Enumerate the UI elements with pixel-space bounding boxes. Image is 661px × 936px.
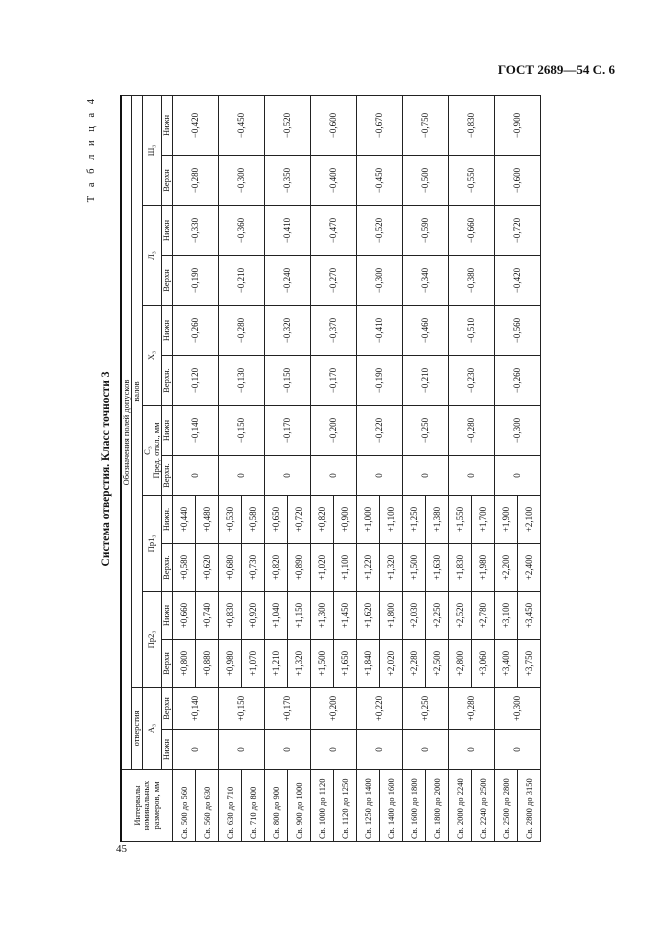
sh3-upper-cell: −0,350: [264, 156, 310, 206]
pr1-upper-cell: +2,400: [517, 544, 540, 592]
pr2-upper-cell: +0,880: [195, 640, 218, 688]
x3-upper-cell: −0,260: [494, 356, 540, 406]
interval-cell: Св. 1600 до 1800: [402, 770, 425, 842]
pr1-lower-cell: +0,900: [333, 496, 356, 544]
pr1-upper-cell: +1,630: [425, 544, 448, 592]
sh3-upper-cell: −0,400: [310, 156, 356, 206]
sub-header: Нижн: [162, 592, 172, 640]
a3-lower-cell: 0: [402, 730, 448, 770]
sub-header: Верхн: [162, 688, 172, 730]
a3-upper-cell: +0,250: [402, 688, 448, 730]
pr1-lower-cell: +2,100: [517, 496, 540, 544]
sub-header: Нижн: [162, 95, 172, 155]
c3-lower-cell: −0,140: [172, 406, 218, 456]
pr2-upper-cell: +1,650: [333, 640, 356, 688]
c3-lower-cell: −0,220: [356, 406, 402, 456]
interval-cell: Св. 2500 до 2800: [494, 770, 517, 842]
l3-upper-cell: −0,380: [448, 256, 494, 306]
c3-upper-cell: 0: [402, 456, 448, 496]
pr1-upper-cell: +1,220: [356, 544, 379, 592]
field-c3: [142, 406, 162, 496]
sub-header: Нижн.: [162, 496, 172, 544]
sh3-lower-cell: −0,450: [218, 95, 264, 155]
pr1-lower-cell: +0,480: [195, 496, 218, 544]
a3-upper-cell: +0,280: [448, 688, 494, 730]
table-row: [448, 95, 471, 841]
sh3-lower-cell: −0,420: [172, 95, 218, 155]
x3-lower-cell: −0,280: [218, 306, 264, 356]
pr2-upper-cell: +1,500: [310, 640, 333, 688]
sub-header: Верхн.: [162, 456, 172, 496]
a3-upper-cell: +0,220: [356, 688, 402, 730]
limit-deviations-label: Пред. откл., мм: [151, 422, 162, 479]
x3-lower-cell: −0,370: [310, 306, 356, 356]
c3-lower-cell: −0,250: [402, 406, 448, 456]
c3-lower-cell: −0,200: [310, 406, 356, 456]
interval-cell: Св. 900 до 1000: [287, 770, 310, 842]
l3-lower-cell: −0,470: [310, 206, 356, 256]
pr2-upper-cell: +3,060: [471, 640, 494, 688]
table-title: Система отверстия. Класс точности 3: [100, 371, 112, 567]
field-l3: Л₃: [142, 206, 162, 306]
pr2-upper-cell: +3,400: [494, 640, 517, 688]
l3-lower-cell: −0,330: [172, 206, 218, 256]
a3-lower-cell: 0: [494, 730, 540, 770]
field-a3: А₃: [142, 688, 162, 770]
a3-upper-cell: +0,200: [310, 688, 356, 730]
a3-lower-cell: 0: [264, 730, 310, 770]
c3-lower-cell: −0,300: [494, 406, 540, 456]
c3-upper-cell: 0: [448, 456, 494, 496]
pr2-lower-cell: +1,040: [264, 592, 287, 640]
a3-lower-cell: 0: [172, 730, 218, 770]
l3-lower-cell: −0,720: [494, 206, 540, 256]
pr1-lower-cell: +0,580: [241, 496, 264, 544]
pr1-lower-cell: +0,650: [264, 496, 287, 544]
pr1-lower-cell: +1,380: [425, 496, 448, 544]
sub-header: Нижн: [162, 730, 172, 770]
pr1-upper-cell: +2,200: [494, 544, 517, 592]
table-row: [264, 95, 287, 841]
sub-header: Нижн: [162, 406, 172, 456]
c3-upper-cell: 0: [494, 456, 540, 496]
pr2-lower-cell: +3,450: [517, 592, 540, 640]
pr2-lower-cell: +2,520: [448, 592, 471, 640]
pr1-lower-cell: +0,530: [218, 496, 241, 544]
c3-lower-cell: −0,170: [264, 406, 310, 456]
table-body: [172, 95, 540, 841]
l3-lower-cell: −0,410: [264, 206, 310, 256]
table-row: [218, 95, 241, 841]
a3-lower-cell: 0: [448, 730, 494, 770]
pr2-upper-cell: +1,320: [287, 640, 310, 688]
c3-lower-cell: −0,150: [218, 406, 264, 456]
c3-upper-cell: 0: [172, 456, 218, 496]
sh3-upper-cell: −0,600: [494, 156, 540, 206]
interval-cell: Св. 630 до 710: [218, 770, 241, 842]
sh3-lower-cell: −0,830: [448, 95, 494, 155]
x3-upper-cell: −0,190: [356, 356, 402, 406]
tolerance-table: [120, 95, 541, 842]
sh3-lower-cell: −0,670: [356, 95, 402, 155]
pr1-lower-cell: +0,440: [172, 496, 195, 544]
l3-upper-cell: −0,210: [218, 256, 264, 306]
x3-lower-cell: −0,260: [172, 306, 218, 356]
interval-cell: Св. 710 до 800: [241, 770, 264, 842]
l3-lower-cell: −0,660: [448, 206, 494, 256]
x3-lower-cell: −0,320: [264, 306, 310, 356]
c3-upper-cell: 0: [218, 456, 264, 496]
sub-header: Верхн: [162, 640, 172, 688]
l3-upper-cell: −0,340: [402, 256, 448, 306]
c3-upper-cell: 0: [356, 456, 402, 496]
standard-header: ГОСТ 2689—54 С. 6: [497, 62, 615, 77]
pr2-lower-cell: +0,660: [172, 592, 195, 640]
interval-cell: Св. 1250 до 1400: [356, 770, 379, 842]
header-shafts: валов: [132, 95, 142, 687]
pr1-upper-cell: +0,730: [241, 544, 264, 592]
pr1-upper-cell: +1,830: [448, 544, 471, 592]
pr1-lower-cell: +1,000: [356, 496, 379, 544]
pr2-upper-cell: +1,840: [356, 640, 379, 688]
pr2-lower-cell: +2,250: [425, 592, 448, 640]
pr2-upper-cell: +3,750: [517, 640, 540, 688]
interval-cell: Св. 1400 до 1600: [379, 770, 402, 842]
sh3-upper-cell: −0,300: [218, 156, 264, 206]
a3-upper-cell: +0,140: [172, 688, 218, 730]
sub-header: Нижн: [162, 206, 172, 256]
l3-upper-cell: −0,190: [172, 256, 218, 306]
sh3-upper-cell: −0,550: [448, 156, 494, 206]
sh3-lower-cell: −0,520: [264, 95, 310, 155]
pr2-lower-cell: +0,830: [218, 592, 241, 640]
sub-header: Нижн: [162, 306, 172, 356]
sub-header: Верхн: [162, 156, 172, 206]
x3-lower-cell: −0,410: [356, 306, 402, 356]
pr2-lower-cell: +0,740: [195, 592, 218, 640]
pr2-upper-cell: +0,980: [218, 640, 241, 688]
pr1-lower-cell: +0,820: [310, 496, 333, 544]
pr2-lower-cell: +3,100: [494, 592, 517, 640]
a3-lower-cell: 0: [310, 730, 356, 770]
pr1-upper-cell: +1,020: [310, 544, 333, 592]
sub-header: Верхн: [162, 256, 172, 306]
pr2-lower-cell: +1,620: [356, 592, 379, 640]
header-hole: отверстия: [132, 688, 142, 770]
pr1-upper-cell: +0,890: [287, 544, 310, 592]
x3-upper-cell: −0,170: [310, 356, 356, 406]
field-pr1: Пр1₃: [142, 496, 162, 592]
l3-upper-cell: −0,420: [494, 256, 540, 306]
pr2-upper-cell: +1,070: [241, 640, 264, 688]
pr1-upper-cell: +0,620: [195, 544, 218, 592]
x3-lower-cell: −0,560: [494, 306, 540, 356]
pr2-upper-cell: +2,020: [379, 640, 402, 688]
pr1-lower-cell: +1,100: [379, 496, 402, 544]
pr2-lower-cell: +1,300: [310, 592, 333, 640]
pr1-lower-cell: +1,900: [494, 496, 517, 544]
l3-upper-cell: −0,240: [264, 256, 310, 306]
sub-header: Верхн.: [162, 544, 172, 592]
pr2-lower-cell: +2,030: [402, 592, 425, 640]
pr1-upper-cell: +1,500: [402, 544, 425, 592]
c3-upper-cell: 0: [264, 456, 310, 496]
x3-lower-cell: −0,510: [448, 306, 494, 356]
interval-cell: Св. 2000 до 2240: [448, 770, 471, 842]
field-pr2: Пр2₃: [142, 592, 162, 688]
sh3-lower-cell: −0,600: [310, 95, 356, 155]
pr2-lower-cell: +2,780: [471, 592, 494, 640]
table-row: [356, 95, 379, 841]
c3-upper-cell: 0: [310, 456, 356, 496]
a3-upper-cell: +0,170: [264, 688, 310, 730]
table-row: [402, 95, 425, 841]
pr2-lower-cell: +1,150: [287, 592, 310, 640]
l3-upper-cell: −0,270: [310, 256, 356, 306]
table-row: [494, 95, 517, 841]
a3-upper-cell: +0,150: [218, 688, 264, 730]
pr2-upper-cell: +2,800: [448, 640, 471, 688]
pr1-lower-cell: +1,250: [402, 496, 425, 544]
pr2-upper-cell: +0,800: [172, 640, 195, 688]
interval-cell: Св. 800 до 900: [264, 770, 287, 842]
pr1-upper-cell: +1,320: [379, 544, 402, 592]
l3-upper-cell: −0,300: [356, 256, 402, 306]
interval-cell: Св. 2240 до 2500: [471, 770, 494, 842]
interval-cell: Св. 500 до 560: [172, 770, 195, 842]
field-c3-label: С₃: [141, 446, 152, 455]
pr2-lower-cell: +0,920: [241, 592, 264, 640]
c3-lower-cell: −0,280: [448, 406, 494, 456]
pr1-upper-cell: +0,820: [264, 544, 287, 592]
interval-cell: Св. 560 до 630: [195, 770, 218, 842]
x3-upper-cell: −0,120: [172, 356, 218, 406]
pr1-upper-cell: +0,680: [218, 544, 241, 592]
sh3-upper-cell: −0,500: [402, 156, 448, 206]
table-row: [172, 95, 195, 841]
l3-lower-cell: −0,590: [402, 206, 448, 256]
sh3-upper-cell: −0,280: [172, 156, 218, 206]
a3-lower-cell: 0: [218, 730, 264, 770]
field-x3: Х₃: [142, 306, 162, 406]
sh3-lower-cell: −0,750: [402, 95, 448, 155]
pr2-upper-cell: +2,280: [402, 640, 425, 688]
pr1-lower-cell: +1,700: [471, 496, 494, 544]
page-number: 45: [116, 843, 127, 855]
pr1-lower-cell: +0,720: [287, 496, 310, 544]
sh3-lower-cell: −0,900: [494, 95, 540, 155]
interval-cell: Св. 1120 до 1250: [333, 770, 356, 842]
a3-lower-cell: 0: [356, 730, 402, 770]
x3-lower-cell: −0,460: [402, 306, 448, 356]
interval-cell: Св. 2800 до 3150: [517, 770, 540, 842]
pr1-upper-cell: +0,580: [172, 544, 195, 592]
x3-upper-cell: −0,150: [264, 356, 310, 406]
header-designations: Обозначения полей допусков: [121, 95, 132, 769]
pr1-lower-cell: +1,550: [448, 496, 471, 544]
pr2-lower-cell: +1,450: [333, 592, 356, 640]
a3-upper-cell: +0,300: [494, 688, 540, 730]
interval-cell: Св. 1000 до 1120: [310, 770, 333, 842]
x3-upper-cell: −0,210: [402, 356, 448, 406]
pr2-upper-cell: +1,210: [264, 640, 287, 688]
table-caption: Т а б л и ц а 4: [86, 96, 97, 203]
header-intervals: Интервалы номинальных размеров, мм: [121, 770, 172, 842]
sub-header: Верхн.: [162, 356, 172, 406]
rotated-table-block: [86, 96, 626, 842]
x3-upper-cell: −0,130: [218, 356, 264, 406]
pr2-lower-cell: +1,800: [379, 592, 402, 640]
pr1-upper-cell: +1,100: [333, 544, 356, 592]
interval-cell: Св. 1800 до 2000: [425, 770, 448, 842]
table-row: [310, 95, 333, 841]
x3-upper-cell: −0,230: [448, 356, 494, 406]
sh3-upper-cell: −0,450: [356, 156, 402, 206]
l3-lower-cell: −0,520: [356, 206, 402, 256]
pr2-upper-cell: +2,500: [425, 640, 448, 688]
l3-lower-cell: −0,360: [218, 206, 264, 256]
field-sh3: Ш₃: [142, 95, 162, 205]
pr1-upper-cell: +1,980: [471, 544, 494, 592]
